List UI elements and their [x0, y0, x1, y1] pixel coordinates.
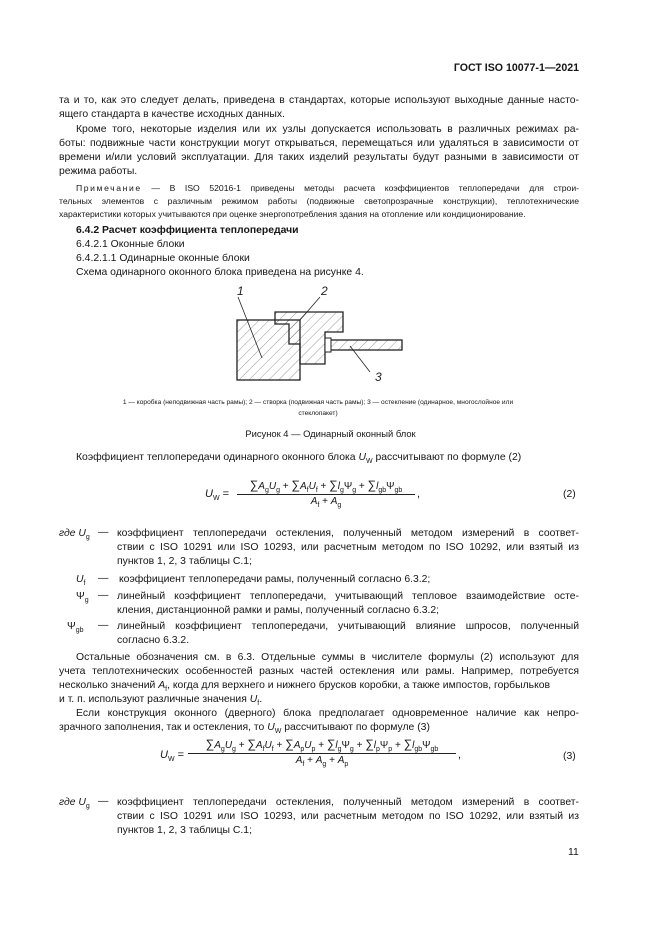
def-ug-dash: — — [98, 527, 109, 538]
window-block-figure — [200, 280, 420, 390]
def-ug-symbol — [59, 527, 90, 541]
paragraph-3-line-4a: и т. п. используют различные значения — [59, 694, 250, 705]
paragraph-1-line-2: ящего стандарта в качестве исходных данных. — [59, 109, 285, 120]
def2-ug-line-2: ствии с ISO 10291 или ISO 10293, или расчетным методом по ISO 10292, или взятый из — [117, 811, 579, 822]
paragraph-2-line-4: режима работы. — [59, 166, 138, 177]
def-ug-line-2: ствии с ISO 10291 или ISO 10293, или расчетным методом по ISO 10292, или взятый из — [117, 542, 579, 553]
def-ug-sub: g — [85, 534, 90, 541]
def-psig-dash: — — [98, 590, 109, 601]
def-psig-symbol — [76, 590, 89, 604]
paragraph-3-line-3b: , когда для верхнего и нижнего брусков коробки, а также импостов, горбыльков — [167, 680, 551, 691]
section-6-4-2-heading: 6.4.2 Расчет коэффициента теплопередачи — [76, 225, 299, 236]
formula-2-number: (2) — [563, 489, 576, 500]
def-ug-symbol-text: где U — [59, 528, 86, 539]
def-psig-symbol-text: Ψ — [76, 591, 85, 602]
def2-ug-line-3: пунктов 1, 2, 3 таблицы С.1; — [117, 825, 252, 836]
paragraph-3-line-1: Остальные обозначения см. в 6.3. Отдельные суммы в числителе формулы (2) используют для — [76, 652, 579, 663]
paragraph-3-sub-f: f — [165, 686, 168, 693]
paragraph-4-sub-w: W — [274, 728, 282, 735]
def2-ug-symbol — [59, 796, 90, 810]
callout-2: 2 — [321, 284, 328, 298]
formula-2-intro-suffix: рассчитывают по формуле (2) — [372, 452, 522, 463]
formula-2-intro-sub: W — [365, 458, 373, 465]
formula-2-intro-prefix: Коэффициент теплопередачи одинарного оконного блока — [76, 452, 359, 463]
def-uf-sub: f — [83, 580, 86, 587]
callout-3: 3 — [375, 370, 382, 384]
page-number: 11 — [568, 847, 579, 858]
def-psigb-sub: gb — [75, 627, 84, 634]
def-psigb-symbol — [67, 620, 83, 634]
paragraph-4-line-2a: зрачного заполнения, так и остекления, то — [59, 722, 268, 733]
paragraph-3-line-3 — [59, 679, 550, 693]
note-line-1 — [76, 182, 579, 195]
def2-ug-dash: — — [98, 796, 109, 807]
def-psigb-line-2: согласно 6.3.2. — [117, 635, 190, 646]
paragraph-3-line-4 — [59, 693, 262, 707]
def-psig-line-2: кления, дистанционной рамки и рамы, полученный согласно 6.3.2; — [117, 605, 440, 616]
figure-caption: Рисунок 4 — Одинарный оконный блок — [245, 428, 416, 439]
def-uf-line-1: коэффициент теплопередачи рамы, полученный согласно 6.3.2; — [119, 574, 431, 585]
paragraph-4-line-1: Если конструкция оконного (дверного) блока предполагает одновременное наличие как непро- — [76, 708, 579, 719]
paragraph-2-line-1: Кроме того, некоторые изделия или их узлы допускается использовать в различных режимах ра- — [76, 124, 579, 135]
paragraph-3-line-3a: несколько значений — [59, 680, 159, 691]
paragraph-3-sub-f2: f — [257, 700, 260, 707]
def2-ug-sub: g — [85, 803, 90, 810]
paragraph-2-line-3: времени и/или условий эксплуатации. Для таких изделий результаты будут разными в зависимости от — [59, 152, 579, 163]
figure-legend-line-1: 1 — коробка (неподвижная часть рамы); 2 — створка (подвижная часть рамы); 3 — остекление (одинарное, многослойное или — [122, 399, 514, 406]
document-id-header: ГОСТ ISO 10077-1—2021 — [453, 62, 579, 74]
callout-1: 1 — [237, 284, 244, 298]
note-text-1: — В ISO 52016-1 приведены методы расчета коэффициентов теплопередачи для строи- — [141, 183, 579, 193]
def-ug-line-1: коэффициент теплопередачи остекления, полученный методом измерений в соответ- — [117, 528, 579, 539]
paragraph-1-line-1: та и то, как это следует делать, приведена в стандартах, которые используют выходные данные насто- — [59, 95, 579, 106]
def-psig-sub: g — [84, 597, 89, 604]
paragraph-2-line-2: боты: подвижные части конструкции могут открываться, перемещаться или удаляться в зависимости от — [59, 138, 579, 149]
def-psigb-line-1: линейный коэффициент теплопередачи, учитывающий влияние шпросов, полученный — [117, 621, 579, 632]
def-uf-dash: — — [98, 573, 109, 584]
section-6-4-2-1: 6.4.2.1 Оконные блоки — [76, 239, 185, 250]
paragraph-4-var-u: U — [267, 722, 275, 733]
def-psigb-symbol-text: Ψ — [67, 621, 76, 632]
formula-3-number: (3) — [563, 751, 576, 762]
paragraph-4-line-2b: рассчитывают по формуле (3) — [281, 722, 430, 733]
def2-ug-line-1: коэффициент теплопередачи остекления, полученный методом измерений в соответ- — [117, 797, 579, 808]
glazing-gasket — [325, 338, 331, 352]
scheme-text: Схема одинарного оконного блока приведена на рисунке 4. — [76, 267, 364, 278]
glazing-section — [330, 340, 402, 350]
paragraph-4-line-2 — [59, 721, 430, 735]
def-psig-line-1: линейный коэффициент теплопередачи, учитывающий тепловое взаимодействие осте- — [117, 591, 579, 602]
paragraph-3-line-4b: . — [259, 694, 263, 705]
paragraph-3-var-u: U — [249, 694, 258, 705]
note-label: Примечание — [76, 183, 142, 193]
paragraph-3-line-2: учета теплотехнических особенностей разных частей остекления или рамы. Например, потребуется — [59, 666, 579, 677]
def-uf-symbol — [76, 573, 85, 587]
formula-2-intro-var: U — [358, 452, 366, 463]
def-ug-line-3: пунктов 1, 2, 3 таблицы С.1; — [117, 556, 252, 567]
section-6-4-2-1-1: 6.4.2.1.1 Одинарные оконные блоки — [76, 253, 250, 264]
def-psigb-dash: — — [98, 620, 109, 631]
paragraph-3-var-a: A — [158, 680, 166, 691]
def-uf-symbol-text: U — [76, 574, 84, 585]
note-line-2: тельных элементов с различным режимом работы (подвижные светопрозрачные конструкции), теплотехнические — [59, 196, 579, 206]
note-line-3: характеристики которых учитываются при оценке энергопотребления здания на отопление или кондиционирование. — [59, 209, 526, 219]
def2-ug-symbol-text: где U — [59, 797, 86, 808]
figure-legend-line-2: стеклопакет) — [298, 410, 338, 417]
formula-2-intro — [76, 451, 521, 465]
